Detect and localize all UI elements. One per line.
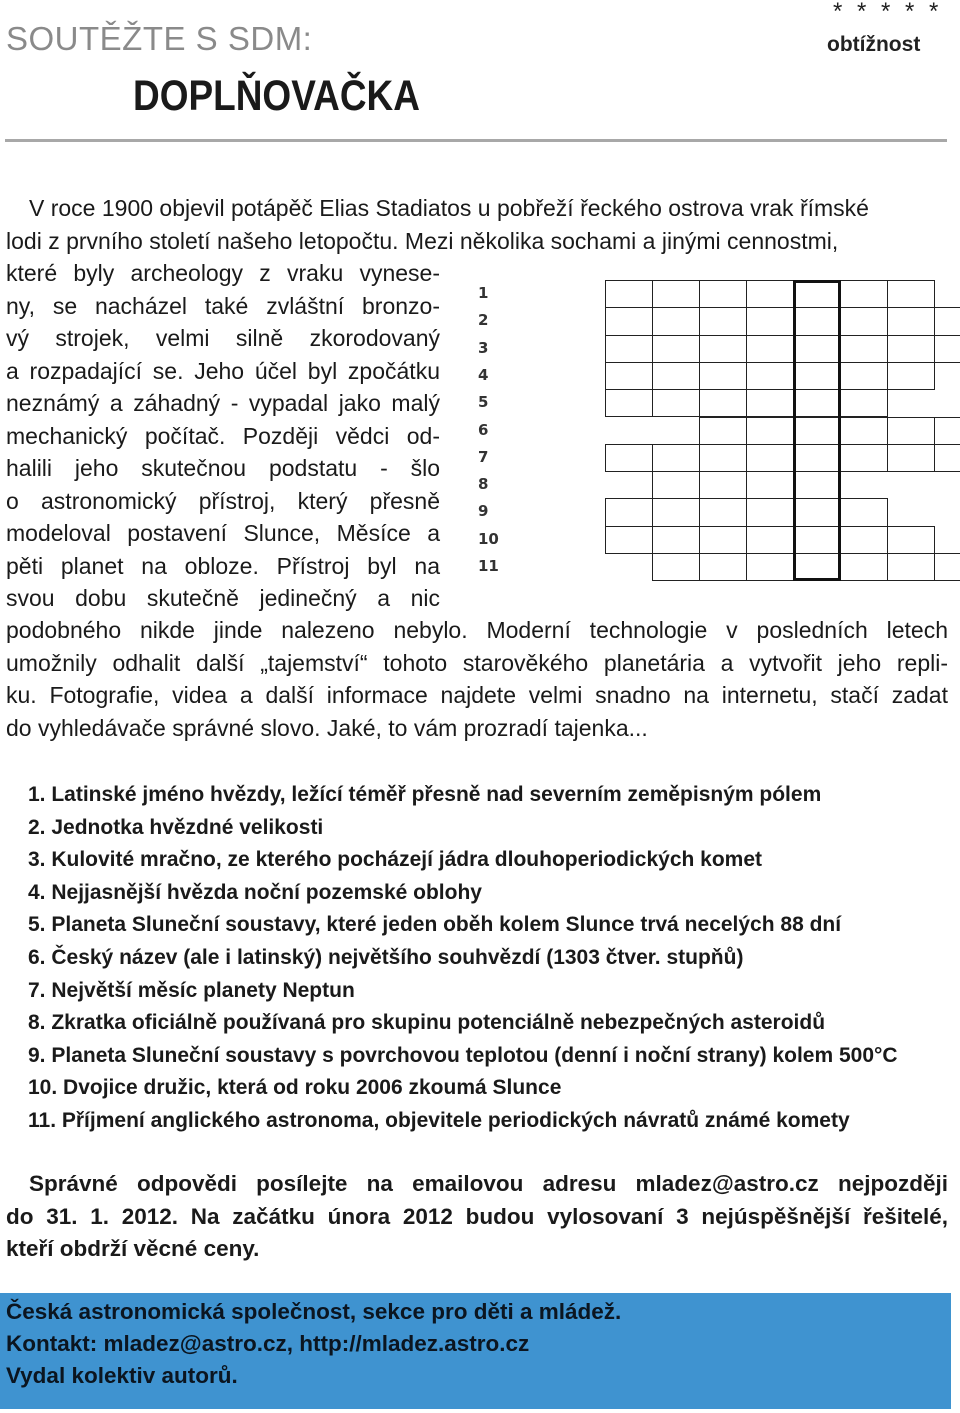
crossword-cell[interactable] [746, 417, 794, 445]
crossword-cell[interactable] [887, 335, 935, 363]
crossword-cell[interactable] [840, 307, 888, 335]
intro-line: modeloval postavení Slunce, Měsíce a [6, 520, 440, 546]
crossword-cell[interactable] [746, 526, 794, 554]
crossword-cell[interactable] [746, 389, 794, 417]
crossword-cell[interactable] [605, 335, 653, 363]
crossword-cell[interactable] [605, 444, 653, 472]
crossword-cell[interactable] [699, 335, 747, 363]
crossword-row-number: 10 [478, 529, 499, 548]
crossword-cell[interactable] [699, 307, 747, 335]
crossword-row-number: 5 [478, 393, 489, 412]
crossword-row-number: 2 [478, 311, 489, 330]
clue-item: 11. Příjmení anglického astronoma, objevitele periodických návratů známé komety [28, 1108, 850, 1132]
crossword-cell[interactable] [746, 553, 794, 581]
crossword-cell[interactable] [887, 362, 935, 390]
intro-paragraph-narrow [6, 257, 440, 615]
footer-credit: Vydal kolektiv autorů. [6, 1363, 238, 1388]
crossword-cell[interactable] [934, 553, 960, 581]
crossword-cell[interactable] [840, 417, 888, 445]
crossword-row-number: 4 [478, 365, 489, 384]
clue-item: 8. Zkratka oficiálně používaná pro skupinu potenciálně nebezpečných asteroidů [28, 1011, 826, 1035]
crossword-cell[interactable] [746, 280, 794, 308]
intro-line: umožnily odhalit další „tajemství“ tohoto starověkého planetária a vytvořit jeho repli- [6, 649, 948, 676]
clue-item: 7. Největší měsíc planety Neptun [28, 978, 355, 1002]
crossword-cell[interactable] [746, 307, 794, 335]
crossword-cell[interactable] [699, 280, 747, 308]
crossword-cell[interactable] [652, 335, 700, 363]
intro-line: lodi z prvního století našeho letopočtu. Mezi několika sochami a jinými cennostmi, [6, 227, 839, 254]
crossword-cell[interactable] [699, 389, 747, 417]
clue-item: 9. Planeta Sluneční soustavy s povrchovou teplotou (denní i noční strany) kolem 500°C [28, 1043, 898, 1067]
crossword-cell[interactable] [746, 335, 794, 363]
crossword-cell[interactable] [605, 362, 653, 390]
crossword-cell[interactable] [652, 307, 700, 335]
series-label: SOUTĚŽTE S SDM: [6, 20, 313, 57]
crossword-cell[interactable] [699, 553, 747, 581]
crossword-cell[interactable] [746, 471, 794, 499]
intro-line: V roce 1900 objevil potápěč Elias Stadiatos u pobřeží řeckého ostrova vrak římské [29, 195, 869, 221]
clue-item: 3. Kulovité mračno, ze kterého pocházejí jádra dlouhoperiodických komet [28, 848, 763, 872]
difficulty-label: obtížnost [827, 33, 921, 56]
clue-item: 6. Český název (ale i latinský) největšího souhvězdí (1303 čtver. stupňů) [28, 945, 744, 969]
crossword-cell[interactable] [840, 389, 888, 417]
intro-line: ny, se nacházel také zvláštní bronzo- [6, 292, 440, 319]
footer-box [0, 1293, 951, 1409]
crossword-cell[interactable] [840, 498, 888, 526]
crossword-cell[interactable] [934, 307, 960, 335]
intro-line: mechanický počítač. Později vědci od- [6, 422, 440, 449]
header-divider [5, 139, 947, 142]
intro-line: do vyhledávače správné slovo. Jaké, to vám prozradí tajenka... [6, 714, 648, 741]
crossword-cell[interactable] [699, 498, 747, 526]
crossword-cell[interactable] [934, 417, 960, 445]
crossword-row-number: 6 [478, 420, 489, 439]
submission-line: do 31. 1. 2012. Na začátku února 2012 budou vylosovaní 3 nejúspěšnější řešitelé, [6, 1203, 948, 1229]
crossword-cell[interactable] [652, 526, 700, 554]
crossword-cell[interactable] [840, 444, 888, 472]
crossword-row-number: 11 [478, 557, 499, 575]
crossword-cell[interactable] [652, 471, 700, 499]
crossword-cell[interactable] [746, 362, 794, 390]
crossword-row-number: 1 [478, 284, 489, 302]
intro-line: ku. Fotografie, videa a další informace najdete velmi snadno na internetu, stačí zadat [6, 682, 948, 708]
crossword-cell[interactable] [652, 362, 700, 390]
crossword-cell[interactable] [887, 417, 935, 445]
crossword-cell[interactable] [605, 526, 653, 554]
intro-line: vý strojek, velmi silně zkorodovaný [6, 325, 440, 351]
intro-paragraph-bottom [6, 614, 948, 744]
clue-list [28, 779, 948, 1138]
difficulty-stars: * * * * * [833, 0, 943, 25]
clue-item: 5. Planeta Sluneční soustavy, které jeden oběh kolem Slunce trvá necelých 88 dní [28, 913, 842, 937]
crossword-cell[interactable] [652, 553, 700, 581]
crossword-cell[interactable] [840, 280, 888, 308]
footer-contact: Kontakt: mladez@astro.cz, http://mladez.astro.cz [6, 1331, 530, 1356]
submission-line: Správné odpovědi posílejte na emailovou adresu mladez@astro.cz nejpozději [29, 1171, 948, 1196]
crossword-cell[interactable] [699, 444, 747, 472]
crossword-cell[interactable] [605, 498, 653, 526]
crossword-cell[interactable] [699, 362, 747, 390]
crossword-cell[interactable] [934, 335, 960, 363]
clue-item: 10. Dvojice družic, která od roku 2006 zkoumá Slunce [28, 1076, 562, 1100]
intro-line: pěti planet na obloze. Přístroj byl na [6, 552, 440, 579]
submission-instructions [6, 1168, 948, 1266]
clue-item: 2. Jednotka hvězdné velikosti [28, 815, 324, 839]
crossword-cell[interactable] [840, 335, 888, 363]
intro-line: které byly archeology z vraku vynese- [6, 260, 440, 286]
crossword-cell[interactable] [934, 444, 960, 472]
crossword-cell[interactable] [887, 526, 935, 554]
crossword-cell[interactable] [699, 526, 747, 554]
crossword-cell[interactable] [840, 362, 888, 390]
intro-line: halili jeho skutečnou podstatu - šlo [6, 455, 440, 481]
crossword-grid [470, 270, 950, 590]
intro-line: svou dobu skutečně jedinečný a nic [6, 585, 440, 611]
footer-organization: Česká astronomická společnost, sekce pro děti a mládež. [6, 1299, 622, 1324]
crossword-row-number: 9 [478, 502, 489, 521]
crossword-cell[interactable] [746, 444, 794, 472]
crossword-cell[interactable] [887, 307, 935, 335]
crossword-cell[interactable] [699, 417, 747, 445]
intro-line: o astronomický přístroj, který přesně [6, 487, 440, 514]
crossword-row-number: 7 [478, 447, 489, 466]
crossword-solution-column [793, 280, 841, 581]
crossword-cell[interactable] [652, 444, 700, 472]
intro-paragraph-top [6, 192, 948, 257]
clue-item: 1. Latinské jméno hvězdy, ležící téměř přesně nad severním zeměpisným pólem [28, 783, 822, 806]
crossword-cell[interactable] [652, 280, 700, 308]
crossword-cell[interactable] [840, 526, 888, 554]
crossword-cell[interactable] [746, 498, 794, 526]
crossword-cell[interactable] [652, 389, 700, 417]
crossword-cell[interactable] [699, 471, 747, 499]
crossword-cell[interactable] [605, 280, 653, 308]
page-header [0, 0, 960, 145]
crossword-cell[interactable] [605, 307, 653, 335]
crossword-cell[interactable] [887, 553, 935, 581]
intro-line: neznámý a záhadný - vypadal jako malý [6, 390, 440, 416]
crossword-row-number: 3 [478, 338, 489, 357]
crossword-row-number: 8 [478, 475, 489, 494]
crossword-cell[interactable] [840, 553, 888, 581]
crossword-cell[interactable] [652, 498, 700, 526]
crossword-cell[interactable] [605, 389, 653, 417]
submission-line: kteří obdrží věcné ceny. [6, 1236, 260, 1261]
page-title: DOPLŇOVAČKA [133, 72, 420, 120]
intro-line: podobného nikde jinde nalezeno nebylo. Moderní technologie v posledních letech [6, 617, 948, 643]
intro-line: a rozpadající se. Jeho účel byl zpočátku [6, 357, 440, 384]
crossword-cell[interactable] [887, 444, 935, 472]
crossword-cell[interactable] [887, 280, 935, 308]
clue-item: 4. Nejjasnější hvězda noční pozemské oblohy [28, 880, 482, 904]
